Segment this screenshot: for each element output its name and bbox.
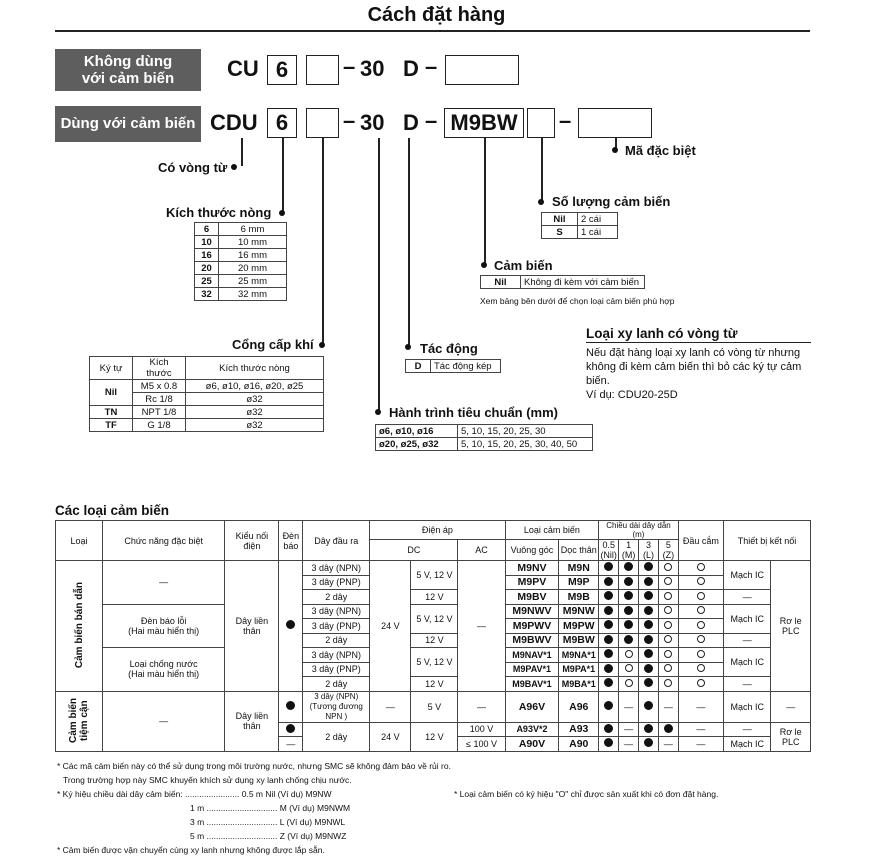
sensor-qty-label: Số lượng cảm biến (552, 194, 671, 209)
note-2c: 5 m .............................. Z (Ví dụ) M9NWZ (190, 831, 347, 841)
magnet-box-1 (306, 55, 339, 85)
no-sensor-label-l1: Không dùng (83, 53, 173, 70)
no-sensor-label (55, 49, 201, 91)
note-2b: 3 m .............................. L (Ví dụ) M9NWL (190, 817, 346, 827)
dash: – (343, 54, 356, 79)
dash: – (343, 108, 356, 133)
sensor-qty-table: Nil 2 cái S 1 cái (541, 212, 618, 239)
no-sensor-label-l2: với cảm biến (81, 70, 175, 87)
sensor-types-table: Loại Chức năng đặc biệt Kiểu nối điện Đèn báo Dây đầu ra Điện áp Loại cảm biến Chiều dài dây dẫn (m) Đầu cắm Thiết bị kết nối DC AC Vuông góc Dọc thân 0.5 (Nil) 1 (M) 3 (L) 5 (Z) Cảm biến bán dẫn — Dây liền thân 3 dây (NPN) 24 V 5 V, 12 V — M9NV M9N Mạch IC Rơ le PLC 3 dây (PNP) M9PV M9P 2 dây 12 V M9BV M9B — Đèn báo lỗi (Hai màu hiển thị) 3 dây (NPN) 5 V, 12 V M9NWV M9NW Mạch IC 3 dây (PNP) M9PWV M9PW 2 dây 12 V M9BWV M9BW — Loại chống nước (Hai màu hiển thị) 3 dây (NPN) 5 V, 12 V M9NAV*1 M9NA*1 Mạch IC 3 dây (PNP) M9PAV*1 M9PA*1 2 dây 12 V M9BAV*1 M9BA*1 — Cảm biến tiệm cận — Dây liền thân 3 dây (NPN) (Tương đương NPN ) — 5 V — A96V A96 — — — Mạch IC — 2 dây 24 V 12 V 100 V A93V*2 A93 — — — Rơ le PLC — ≤ 100 V A90V A90 — — — Mạch IC (55, 520, 811, 752)
action-2: D (403, 110, 419, 135)
stroke-label: Hành trình tiêu chuẩn (mm) (389, 405, 558, 420)
port-label: Cổng cấp khí (232, 337, 314, 352)
sensor-types-title: Các loại cảm biến (55, 503, 170, 518)
special-box-1 (445, 55, 519, 85)
dash: – (425, 108, 438, 133)
qty-box (527, 108, 555, 138)
magnet-info-title: Loại xy lanh có vòng từ (586, 326, 811, 343)
note-1: * Các mã cảm biến này có thể sử dụng trong môi trường nước, nhưng SMC sẽ không đảm bảo về rủi ro. (57, 761, 451, 771)
action-table: D Tác động kép (405, 359, 501, 373)
note-4: * Loại cảm biến có ký hiệu "O" chỉ được sản xuất khi có đơn đặt hàng. (454, 789, 719, 799)
magnet-info-l1: Nếu đặt hàng loại xy lanh có vòng từ nhưng (586, 347, 801, 359)
dash: – (425, 54, 438, 79)
stroke-1: 30 (360, 56, 385, 81)
sensor-nil-table: Nil Không đi kèm với cảm biến (480, 275, 645, 289)
magnet-info-l3: biến. (586, 375, 610, 387)
bore-box-1: 6 (267, 55, 297, 85)
special-label: Mã đặc biệt (625, 143, 696, 158)
note-1b: Trong trường hợp này SMC khuyến khích sử dụng xy lanh chống chịu nước. (63, 775, 352, 785)
stroke-2: 30 (360, 110, 385, 135)
dash: – (559, 108, 572, 133)
bore-size-label: Kích thước nòng (166, 205, 272, 220)
bore-table: 6 6 mm 10 10 mm 16 16 mm 20 20 mm 25 25 mm 32 32 mm (194, 222, 287, 301)
action-1: D (403, 56, 419, 81)
action-label: Tác động (420, 341, 478, 356)
prefix-cu: CU (227, 56, 259, 81)
title-divider (55, 30, 810, 32)
note-2a: 1 m .............................. M (Ví dụ) M9NWM (190, 803, 351, 813)
magnet-box-2 (306, 108, 339, 138)
with-sensor-label: Dùng với cảm biến (55, 106, 201, 142)
note-2: * Ký hiệu chiều dài dây cảm biến: ....................... 0.5 m Nil (Ví dụ) M9NW (57, 789, 332, 799)
magnet-info-l4: Ví dụ: CDU20-25D (586, 389, 678, 401)
sensor-label: Cảm biến (494, 258, 553, 273)
prefix-cdu: CDU (210, 110, 258, 135)
sensor-box: M9BW (444, 108, 524, 138)
note-3: * Cảm biến được vận chuyển cùng xy lanh nhưng không được lắp sẵn. (57, 845, 325, 855)
magnet-label: Có vòng từ (158, 160, 228, 175)
magnet-info (586, 326, 811, 402)
sensor-note: Xem bảng bên dưới để chọn loại cảm biến phù hợp (480, 296, 675, 306)
magnet-info-l2: không đi kèm cảm biến thì bỏ các ký tự cảm (586, 361, 802, 373)
stroke-table: ø6, ø10, ø16 5, 10, 15, 20, 25, 30 ø20, ø25, ø32 5, 10, 15, 20, 25, 30, 40, 50 (375, 424, 593, 451)
special-box-2 (578, 108, 652, 138)
port-table: Ký tự Kích thước Kích thước nòng Nil M5 x 0.8 ø6, ø10, ø16, ø20, ø25 Rc 1/8 ø32 TN NPT 1/8 ø32 TF G 1/8 ø32 (89, 356, 324, 432)
page-title: Cách đặt hàng (367, 4, 506, 26)
bore-box-2: 6 (267, 108, 297, 138)
